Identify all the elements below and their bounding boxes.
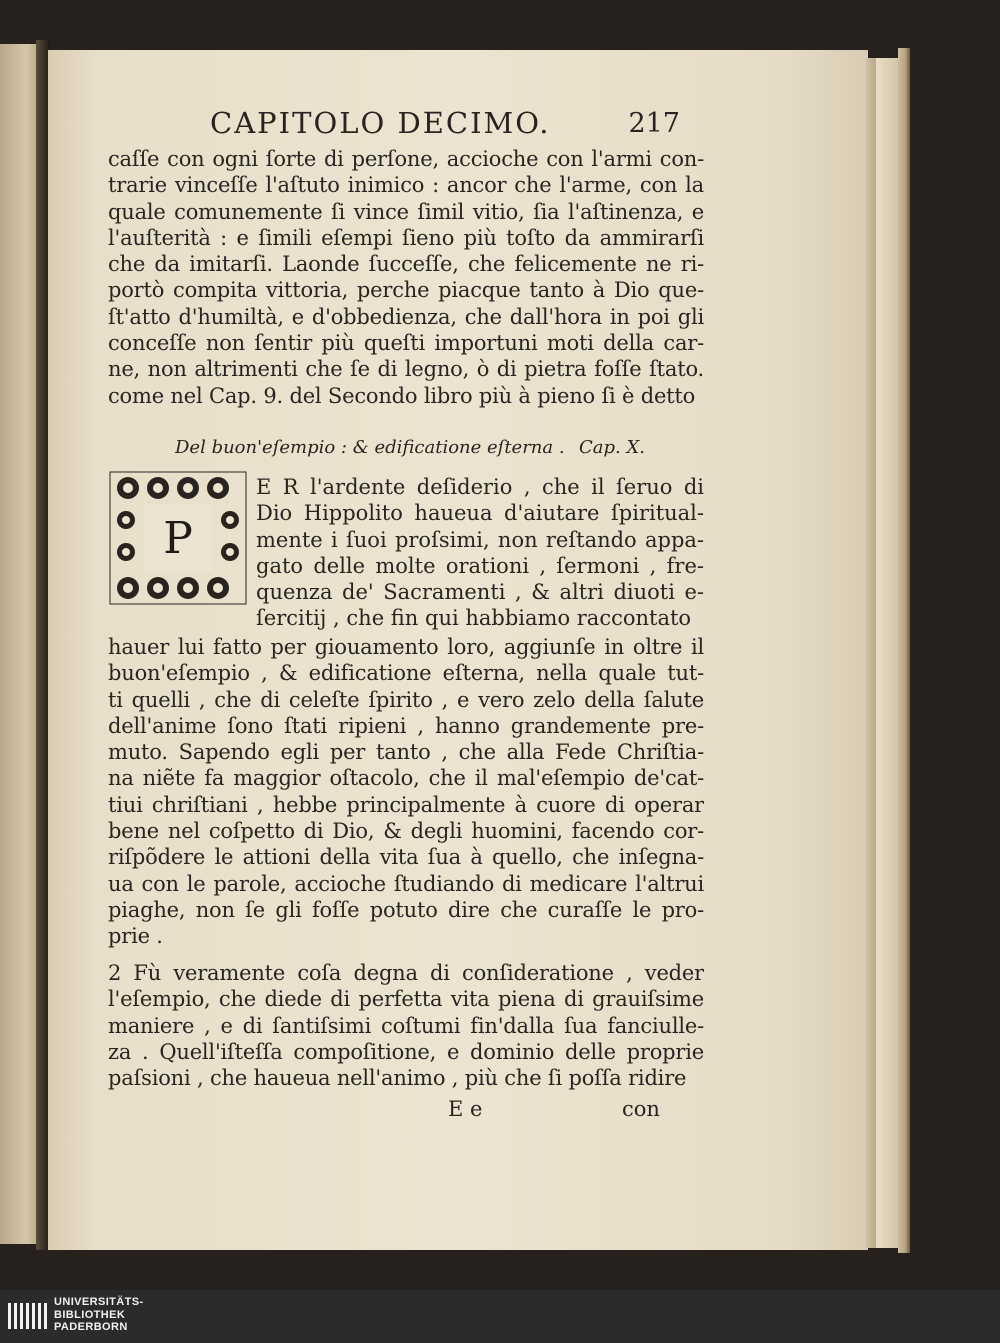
page-number: 217 [628, 108, 680, 139]
text-line: ſercitij , che fin qui habbiamo raccontato [256, 606, 692, 631]
text-line: trarie vinceſſe l'aſtuto inimico : ancor che l'arme, con la [108, 173, 704, 198]
library-name-line3: PADERBORN [54, 1321, 128, 1333]
text-line: Dio Hippolito haueua d'aiutare ſpiritual- [256, 501, 704, 526]
text-line: come nel Cap. 9. del Secondo libro più à pieno ſi è detto [108, 383, 696, 408]
paragraph-3 [108, 960, 704, 1091]
library-name [54, 1296, 144, 1334]
text-line: mente i ſuoi proſsimi, non reſtando appa- [256, 527, 704, 552]
running-head: CAPITOLO DECIMO. [210, 106, 551, 140]
text-line: l'eſempio, che diede di perfetta vita piena di grauiſsime [108, 987, 704, 1012]
text-line: paſsioni , che haueua nell'animo , più che ſi poſſa ridire [108, 1066, 687, 1091]
text-line: ti quelli , che di celeſte ſpirito , e vero zelo della ſalute [108, 687, 704, 712]
text-line: za . Quell'iſteſſa compoſitione, e dominio delle proprie [108, 1039, 704, 1064]
text-line: ſt'atto d'humiltà, e d'obbedienza, che dall'hora in poi gli [108, 304, 704, 329]
text-line: che da imitarſi. Laonde ſucceſſe, che felicemente ne ri- [108, 252, 704, 277]
text-line: piaghe, non ſe gli foſſe potuto dire che curaſſe le pro- [108, 897, 704, 922]
page-edges [866, 58, 876, 1248]
text-line: muto. Sapendo egli per tanto , che alla Fede Chriſtia- [108, 740, 704, 765]
text-line: dell'anime ſono ſtati ripieni , hanno grandemente pre- [108, 713, 704, 738]
library-name-line1: UNIVERSITÄTS- [54, 1296, 144, 1308]
text-line: ne, non altrimenti che ſe di legno, ò di pietra foſſe ſtato. [108, 357, 704, 382]
text-line: gato delle molte orationi , ſermoni , fre- [256, 553, 704, 578]
text-line: portò compita vittoria, perche piacque tanto à Dio que- [108, 278, 704, 303]
text-line: l'auſterità : e ſimili eſempi ſieno più toſto da ammirarſi [108, 225, 704, 250]
paragraph-2 [108, 634, 704, 950]
text-line: bene nel coſpetto di Dio, & degli huomini, facendo cor- [108, 819, 704, 844]
chapter-caption [175, 437, 645, 458]
library-footer [0, 1290, 1000, 1343]
text-line: prie . [108, 924, 163, 949]
paragraph-1 [108, 146, 704, 409]
book-cover-edge [898, 48, 910, 1253]
wrapped-text [256, 474, 704, 632]
signature-mark: E e [448, 1097, 483, 1121]
catchword: con [622, 1097, 660, 1121]
library-logo-icon [8, 1299, 48, 1333]
decorated-initial [108, 470, 248, 606]
text-line: E R l'ardente deſiderio , che il ſeruo di [256, 475, 704, 499]
text-line: tiui chriſtiani , hebbe principalmente à cuore di operar [108, 792, 704, 817]
text-line: quale comunemente ſi vince ſimil vitio, ſia l'aſtinenza, e [108, 199, 704, 224]
chapter-title: Del buon'eſempio : & edificatione eſterna . [175, 437, 565, 458]
text-line: caſſe con ogni ſorte di perſone, accioche con l'armi con- [108, 147, 704, 171]
text-line: 2 Fù veramente coſa degna di conſideratione , veder [108, 961, 704, 985]
page-edges-outer [876, 58, 898, 1248]
page-header [210, 106, 680, 142]
text-line: hauer lui fatto per giouamento loro, aggiunſe in oltre il [108, 635, 704, 659]
text-line: ua con le parole, accioche ſtudiando di medicare l'altrui [108, 871, 704, 896]
initial-letter: P [163, 512, 193, 564]
text-line: buon'eſempio , & edificatione eſterna, nella quale tut- [108, 661, 704, 686]
text-line: quenza de' Sacramenti , & altri diuoti e- [256, 580, 704, 605]
text-line: maniere , e di ſantiſsimi coſtumi fin'dalla ſua fanciulle- [108, 1013, 704, 1038]
text-line: riſpõdere le attioni della vita ſua à quello, che inſegna- [108, 845, 704, 870]
text-line: na niẽte fa maggior oſtacolo, che il mal'eſempio de'cat- [108, 766, 704, 791]
library-name-line2: BIBLIOTHEK [54, 1308, 126, 1321]
chapter-number: Cap. X. [578, 437, 645, 458]
text-line: conceſſe non ſentir più queſti importuni moti della car- [108, 331, 704, 356]
